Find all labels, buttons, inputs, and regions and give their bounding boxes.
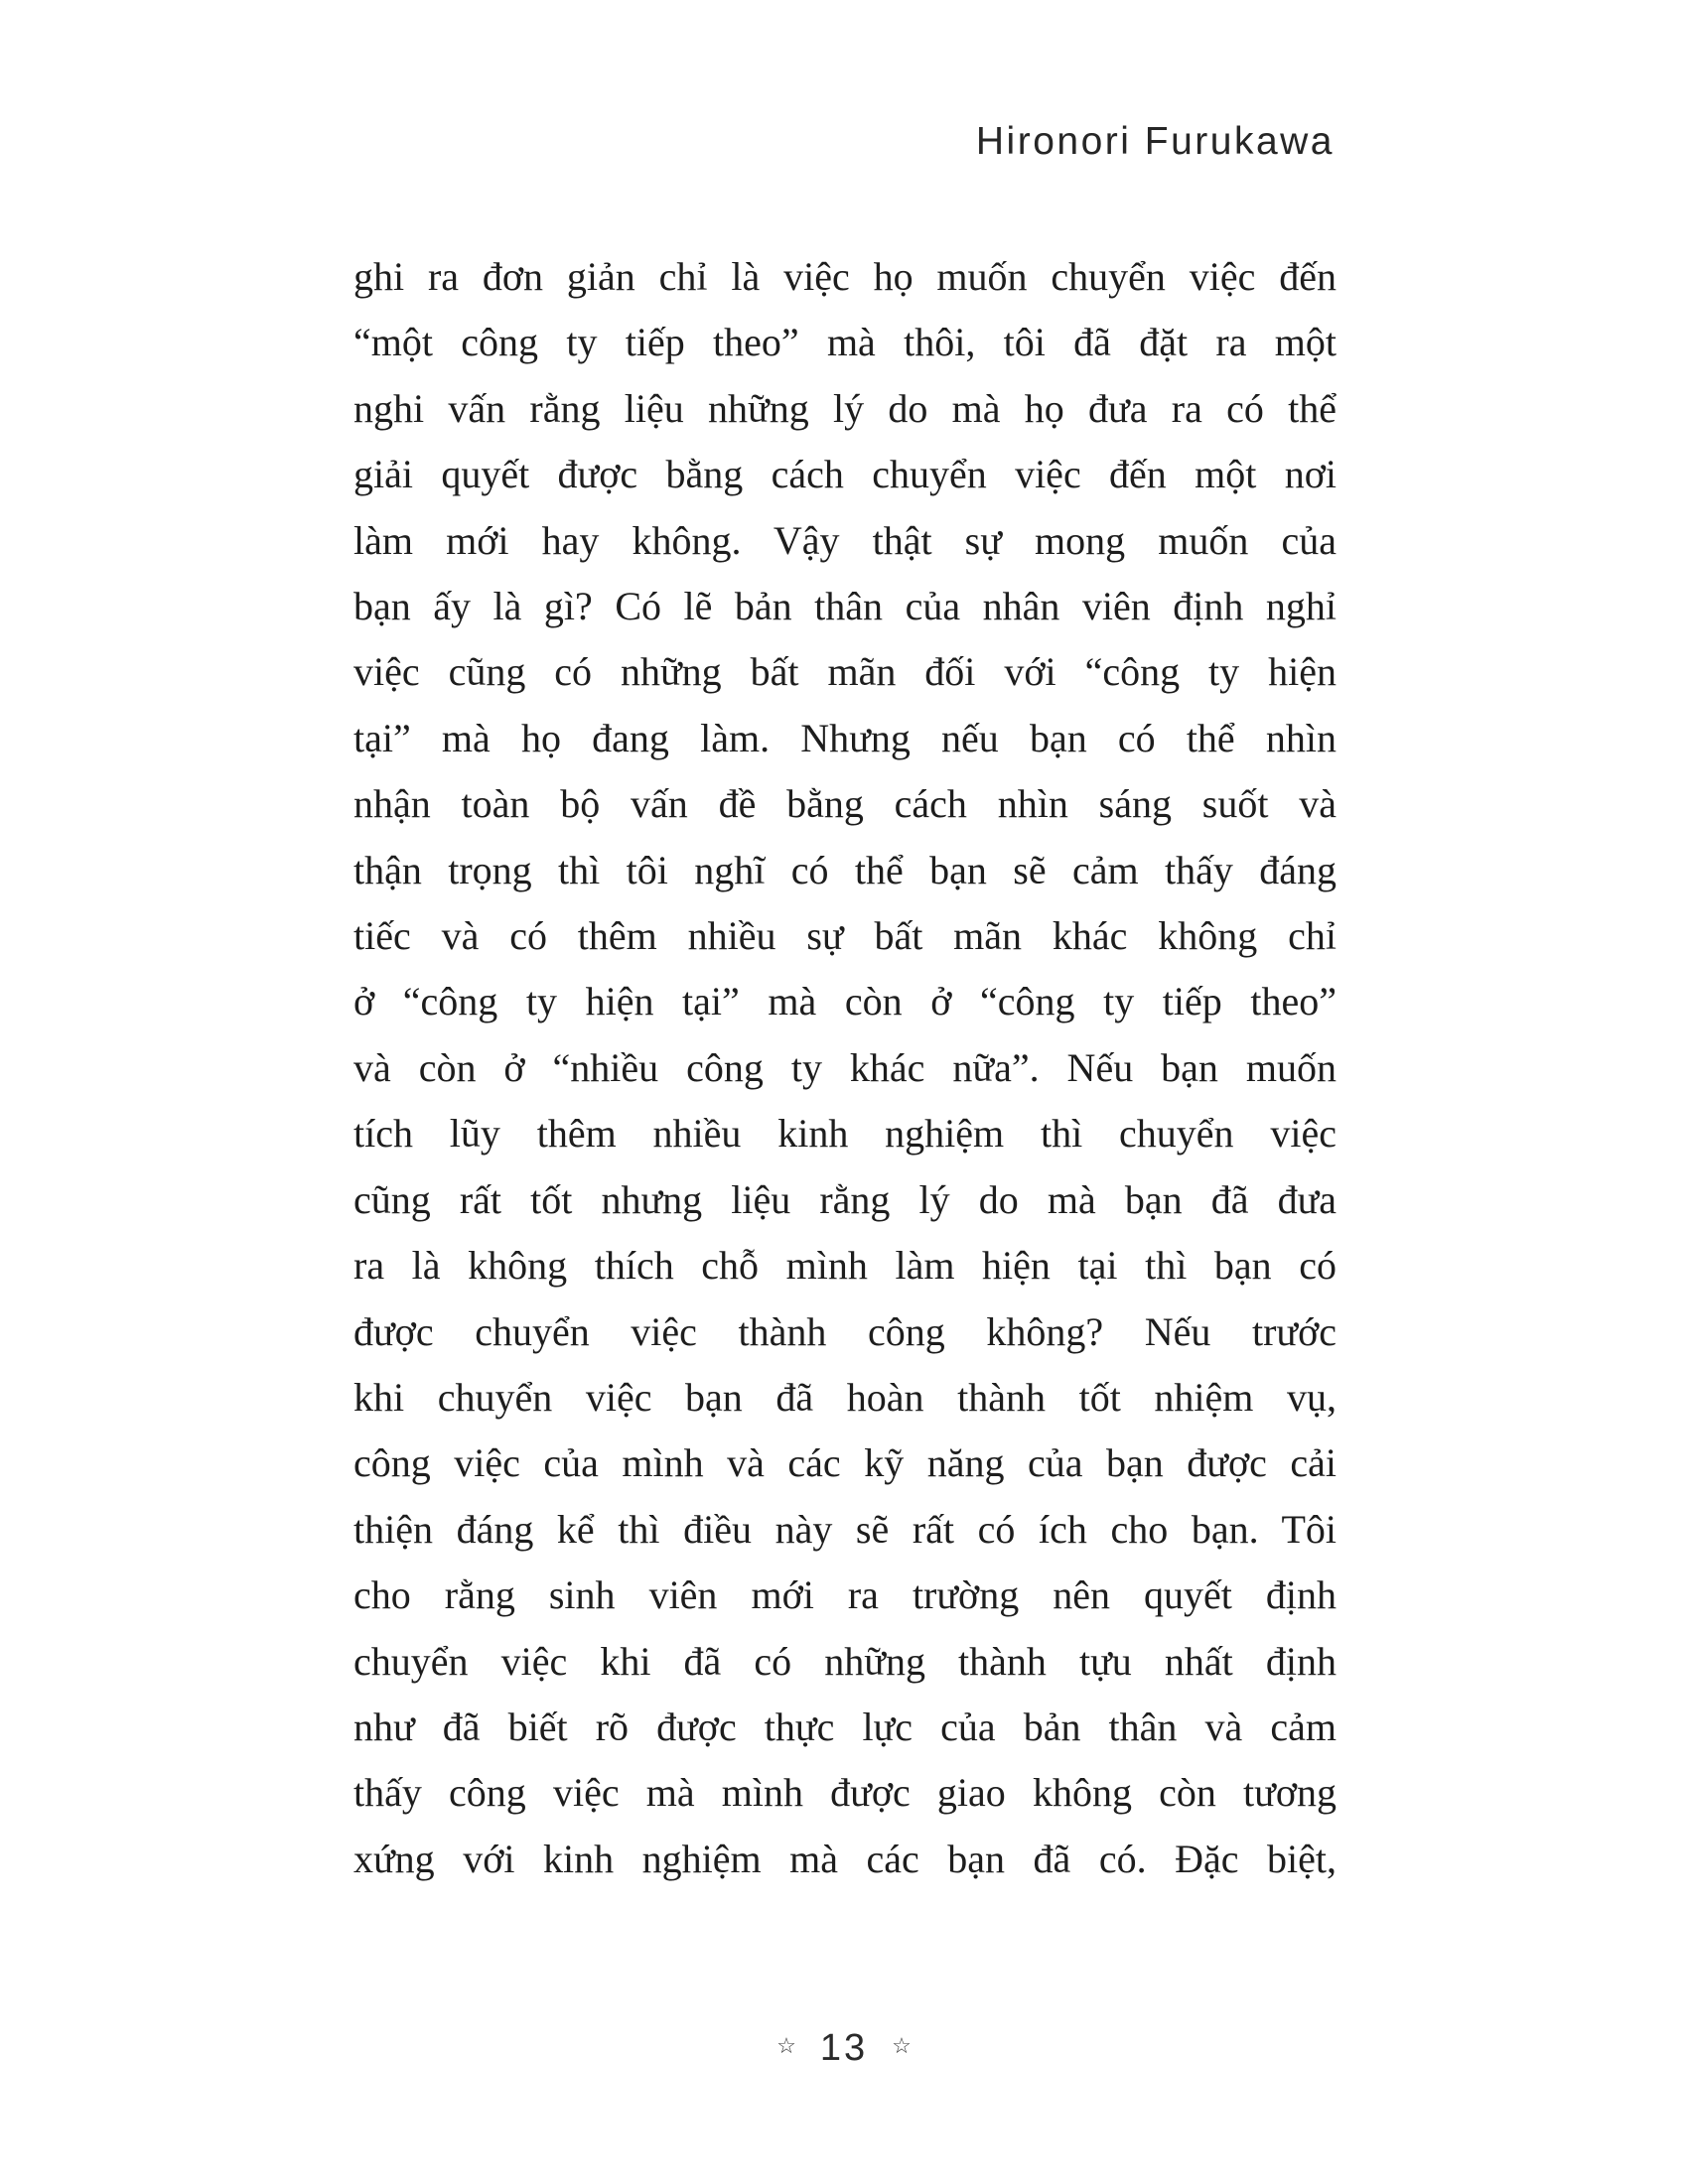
paragraph-line: ở “công ty hiện tại” mà còn ở “công ty tiếp theo”	[353, 979, 1336, 1024]
paragraph-line: công việc của mình và các kỹ năng của bạn được cải	[353, 1440, 1336, 1486]
paragraph-line: giải quyết được bằng cách chuyển việc đến một nơi	[353, 452, 1336, 497]
body-text	[353, 244, 1336, 1892]
page-number: 13	[819, 2027, 869, 2069]
paragraph-line: “một công ty tiếp theo” mà thôi, tôi đã đặt ra một	[353, 320, 1336, 365]
paragraph-line: thận trọng thì tôi nghĩ có thể bạn sẽ cảm thấy đáng	[353, 847, 1336, 892]
paragraph-line: nghi vấn rằng liệu những lý do mà họ đưa ra có thể	[353, 385, 1336, 431]
paragraph-line: tiếc và có thêm nhiều sự bất mãn khác không chỉ	[353, 913, 1336, 959]
paragraph-line: chuyển việc khi đã có những thành tựu nhất định	[353, 1638, 1336, 1684]
paragraph-line: cũng rất tốt nhưng liệu rằng lý do mà bạn đã đưa	[353, 1176, 1336, 1222]
paragraph-line: làm mới hay không. Vậy thật sự mong muốn của	[353, 517, 1336, 563]
paragraph-line: bạn ấy là gì? Có lẽ bản thân của nhân viên định nghỉ	[353, 584, 1336, 629]
paragraph-line: ghi ra đơn giản chỉ là việc họ muốn chuyển việc đến	[353, 254, 1336, 299]
paragraph-line: ra là không thích chỗ mình làm hiện tại thì bạn có	[353, 1243, 1336, 1289]
star-ornament-right-icon: ☆	[892, 2032, 912, 2058]
paragraph-line: khi chuyển việc bạn đã hoàn thành tốt nhiệm vụ,	[353, 1374, 1336, 1420]
paragraph-line: việc cũng có những bất mãn đối với “công ty hiện	[353, 649, 1336, 695]
running-head-author: Hironori Furukawa	[975, 120, 1335, 163]
paragraph-line: cho rằng sinh viên mới ra trường nên quyết định	[353, 1572, 1336, 1618]
paragraph-line: và còn ở “nhiều công ty khác nữa”. Nếu bạn muốn	[353, 1044, 1336, 1090]
paragraph-line: như đã biết rõ được thực lực của bản thân và cảm	[353, 1704, 1336, 1749]
paragraph-line: tích lũy thêm nhiều kinh nghiệm thì chuyển việc	[353, 1111, 1336, 1157]
paragraph-line: được chuyển việc thành công không? Nếu trước	[353, 1308, 1336, 1354]
page-footer	[0, 2027, 1688, 2070]
paragraph-line: thiện đáng kể thì điều này sẽ rất có ích cho bạn. Tôi	[353, 1506, 1336, 1552]
paragraph-line: thấy công việc mà mình được giao không còn tương	[353, 1770, 1336, 1816]
paragraph-line: tại” mà họ đang làm. Nhưng nếu bạn có thể nhìn	[353, 715, 1336, 760]
paragraph-line: xứng với kinh nghiệm mà các bạn đã có. Đặc biệt,	[353, 1836, 1336, 1881]
paragraph-line: nhận toàn bộ vấn đề bằng cách nhìn sáng suốt và	[353, 781, 1336, 827]
star-ornament-left-icon: ☆	[776, 2032, 796, 2058]
